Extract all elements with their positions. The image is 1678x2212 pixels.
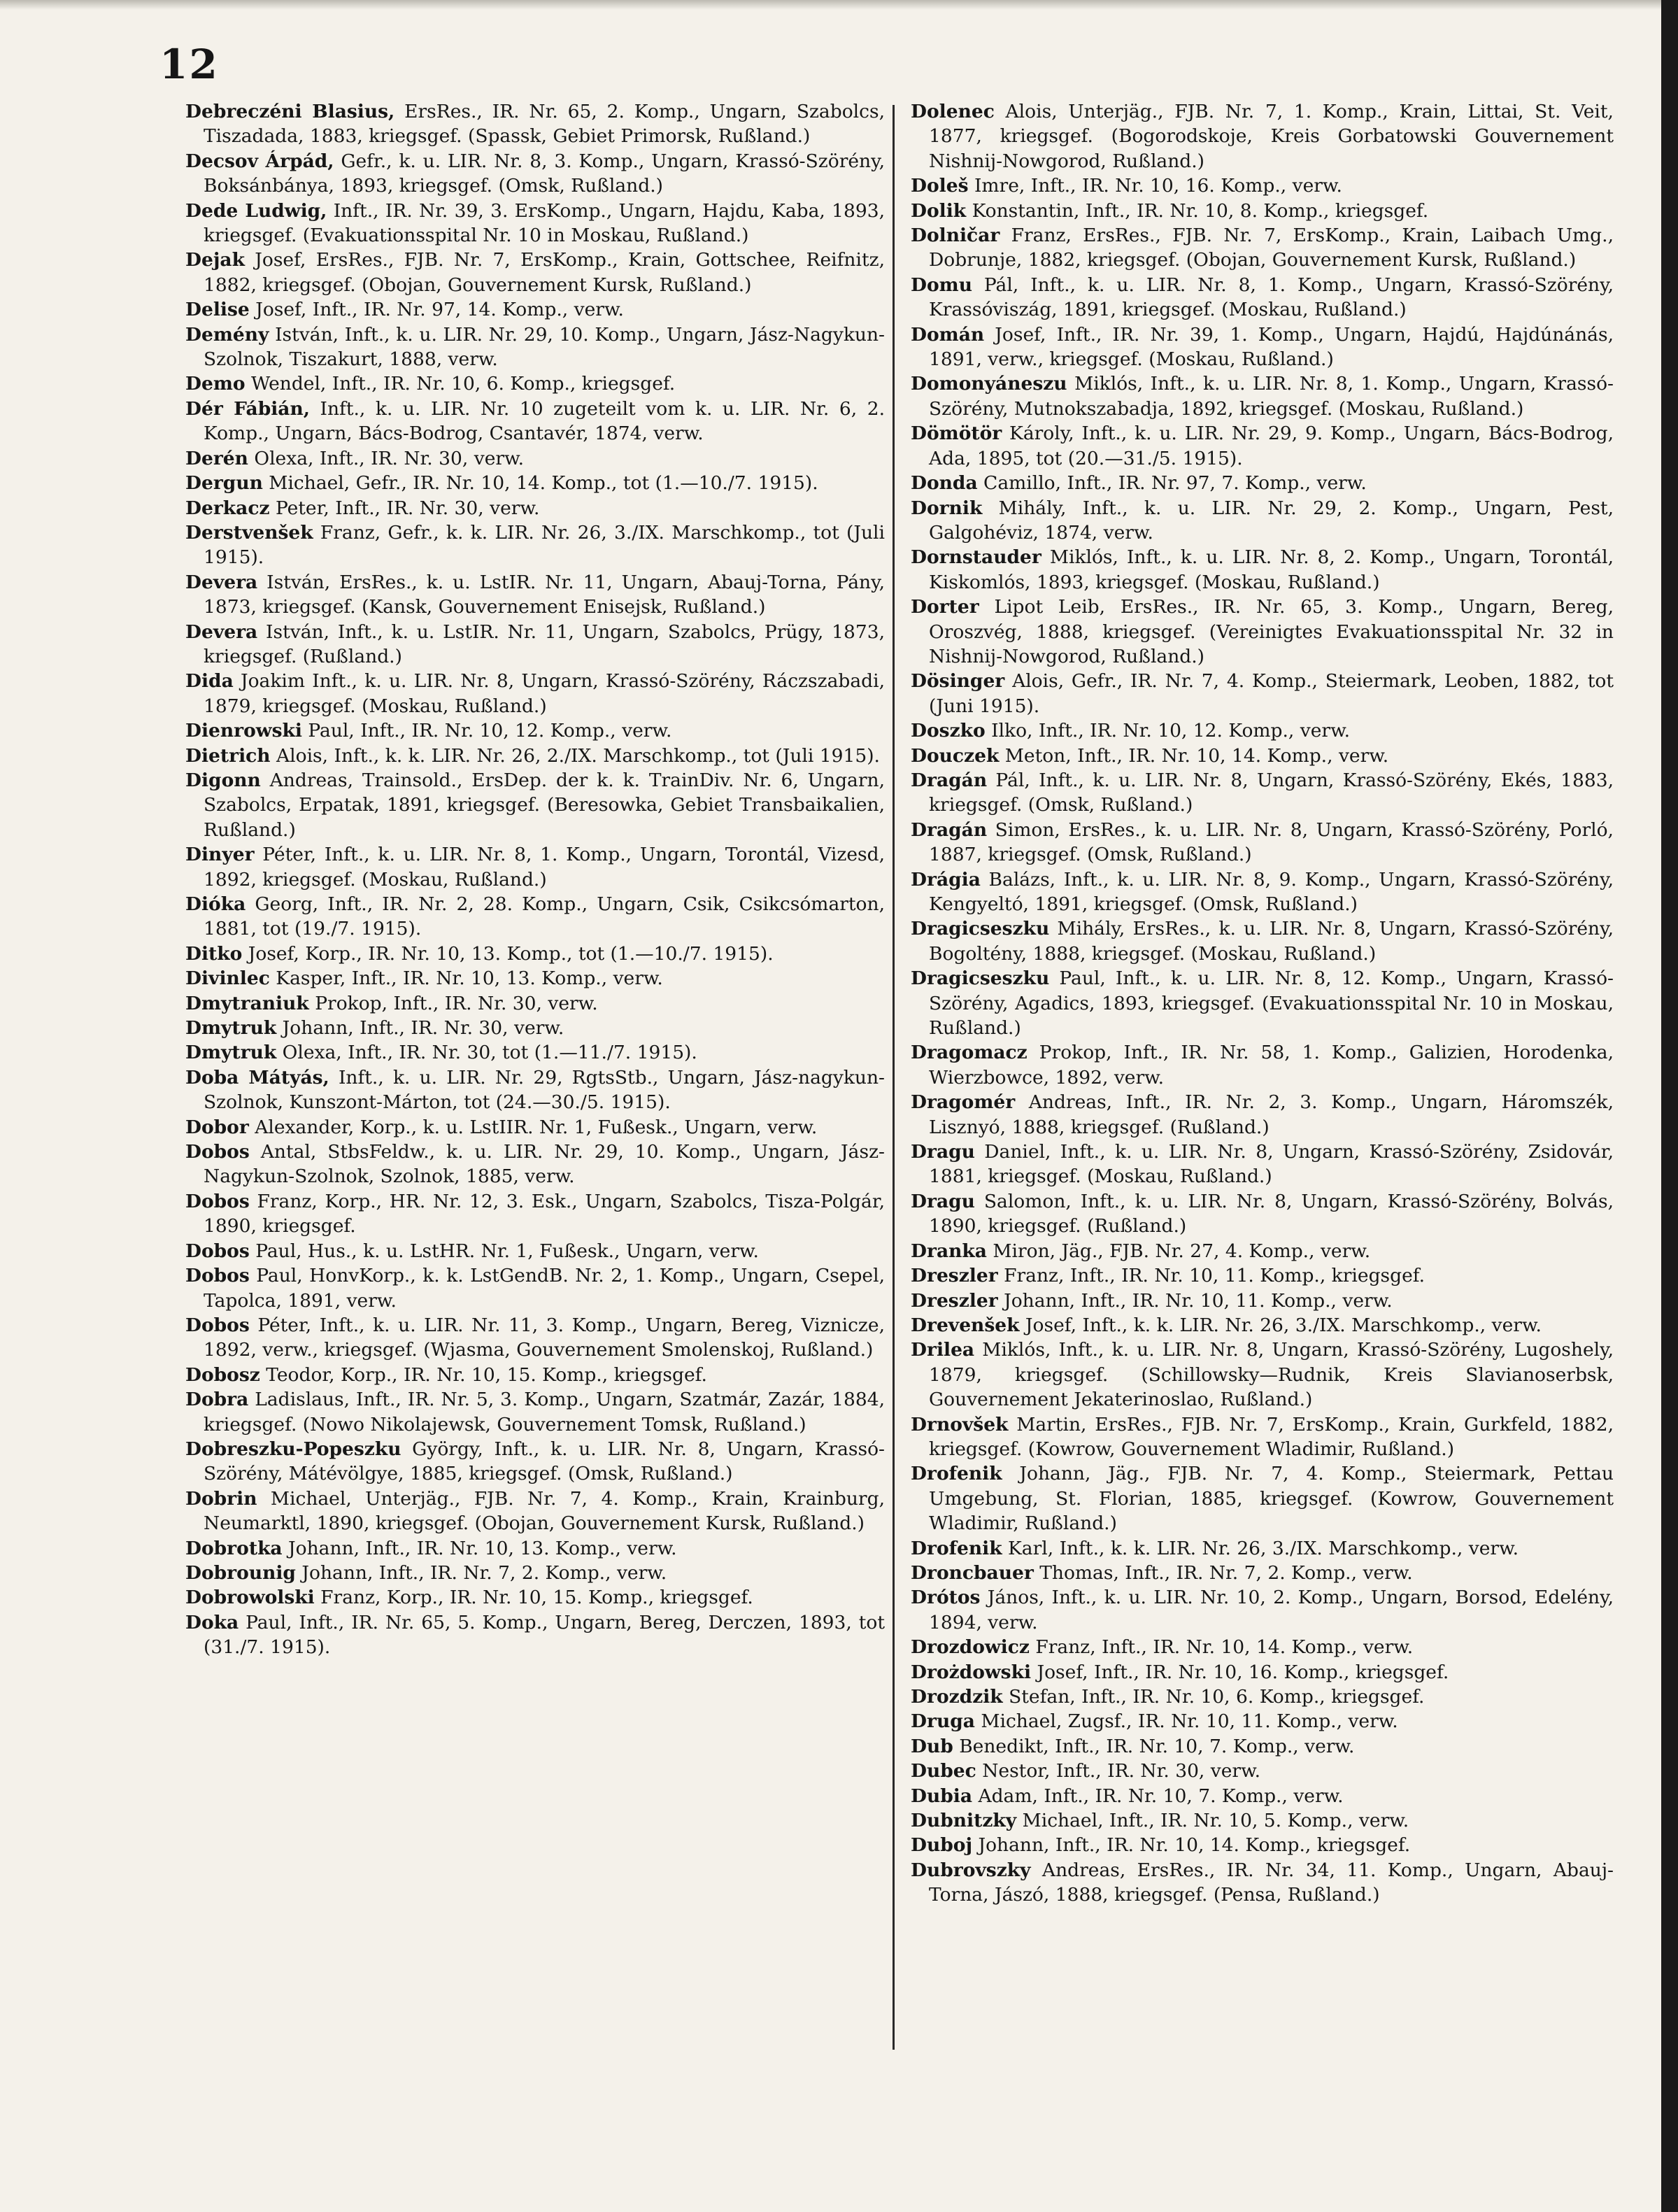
left-column <box>185 99 885 2184</box>
entry-details: Johann, Jäg., FJB. Nr. 7, 4. Komp., Steiermark, Pettau Umgebung, St. Florian, 1885, kriegsgef. (Kowrow, Gouvernement Wladimir, Rußland.) <box>929 1463 1614 1535</box>
list-entry <box>911 1040 1614 1090</box>
entry-name: Drótos <box>911 1587 981 1609</box>
list-entry <box>185 1016 885 1040</box>
entry-name: Doleš <box>911 175 969 197</box>
list-entry <box>911 1338 1614 1412</box>
entry-details: Josef, Inft., k. k. LIR. Nr. 26, 3./IX. Marschkomp., verw. <box>1019 1314 1542 1336</box>
list-entry <box>911 1635 1614 1659</box>
entry-details: Ladislaus, Inft., IR. Nr. 5, 3. Komp., Ungarn, Szatmár, Zazár, 1884, kriegsgef. (Nowo Nikolajewsk, Gouvernement Tomsk, Rußland.) <box>204 1389 885 1435</box>
entry-name: Derkacz <box>185 497 270 519</box>
scan-edge <box>1661 0 1678 2212</box>
list-entry <box>185 1363 885 1387</box>
entry-name: Dömötör <box>911 423 1002 445</box>
list-entry <box>911 496 1614 546</box>
entry-name: Dragán <box>911 818 988 841</box>
entry-name: Dragomér <box>911 1091 1016 1114</box>
entry-name: Duboj <box>911 1834 973 1857</box>
entry-details: Johann, Inft., IR. Nr. 7, 2. Komp., verw. <box>295 1561 667 1584</box>
entry-name: Drożdowski <box>911 1661 1032 1683</box>
list-entry <box>911 99 1614 173</box>
entry-details: Meton, Inft., IR. Nr. 10, 14. Komp., verw. <box>999 744 1389 767</box>
entry-name: Drozdzik <box>911 1686 1003 1708</box>
entry-name: Dede Ludwig, <box>185 199 327 222</box>
entry-details: Johann, Inft., IR. Nr. 10, 14. Komp., kriegsgef. <box>972 1834 1411 1857</box>
list-entry <box>185 471 885 495</box>
entry-details: István, Inft., k. u. LIR. Nr. 29, 10. Komp., Ungarn, Jász-Nagykun-Szolnok, Tiszakurt, 1888, verw. <box>204 323 885 371</box>
entry-name: Decsov Árpád, <box>185 150 334 172</box>
entry-details: Andreas, Inft., IR. Nr. 2, 3. Komp., Ungarn, Háromszék, Lisznyó, 1888, kriegsgef. (Rußland.) <box>929 1091 1614 1138</box>
entry-name: Dmytruk <box>185 1042 277 1064</box>
list-entry <box>911 322 1614 372</box>
list-entry <box>185 520 885 570</box>
entry-name: Dubnitzky <box>911 1810 1017 1832</box>
list-entry <box>185 199 885 248</box>
entry-details: Michael, Inft., IR. Nr. 10, 5. Komp., verw. <box>1016 1810 1409 1832</box>
entry-name: Dreszler <box>911 1289 998 1312</box>
entry-details: Josef, Inft., IR. Nr. 97, 14. Komp., verw. <box>249 299 624 321</box>
list-entry <box>185 1387 885 1437</box>
entry-name: Dobos <box>185 1314 250 1336</box>
entry-name: Domán <box>911 323 985 346</box>
entry-name: Doka <box>185 1611 239 1633</box>
entry-details: Michael, Unterjäg., FJB. Nr. 7, 4. Komp., Krain, Krainburg, Neumarktl, 1890, kriegsgef. (Obojan, Gouvernement Kursk, Rußland.) <box>204 1487 885 1535</box>
entry-details: Franz, ErsRes., FJB. Nr. 7, ErsKomp., Krain, Laibach Umg., Dobrunje, 1882, kriegsgef. (Obojan, Gouvernement Kursk, Rußland.) <box>929 225 1614 271</box>
entry-name: Dragicseszku <box>911 918 1050 940</box>
list-entry <box>185 1610 885 1660</box>
list-entry <box>185 1189 885 1239</box>
entry-details: Simon, ErsRes., k. u. LIR. Nr. 8, Ungarn, Krassó-Szörény, Porló, 1887, kriegsgef. (Omsk, Rußland.) <box>929 818 1614 866</box>
entry-name: Dobos <box>185 1240 250 1262</box>
list-entry <box>911 1585 1614 1635</box>
entry-name: Demény <box>185 323 269 346</box>
entry-details: Camillo, Inft., IR. Nr. 97, 7. Komp., verw. <box>977 472 1367 495</box>
entry-details: Andreas, ErsRes., IR. Nr. 34, 11. Komp., Ungarn, Abauj-Torna, Jászó, 1888, kriegsgef. (Pensa, Rußland.) <box>929 1859 1614 1906</box>
entry-details: Paul, Inft., k. u. LIR. Nr. 8, 12. Komp., Ungarn, Krassó-Szörény, Agadics, 1893, kriegsgef. (Evakuationsspital Nr. 10 in Moskau, Rußland.) <box>929 967 1614 1040</box>
entry-details: Lipot Leib, ErsRes., IR. Nr. 65, 3. Komp., Ungarn, Bereg, Oroszvég, 1888, kriegsgef. (Vereinigtes Evakuationsspital Nr. 32 in Nishnij-Nowgorod, Rußland.) <box>929 596 1614 667</box>
entry-name: Dobos <box>185 1141 250 1163</box>
entry-name: Dub <box>911 1735 953 1757</box>
entry-name: Dornstauder <box>911 546 1041 569</box>
entry-details: Stefan, Inft., IR. Nr. 10, 6. Komp., kriegsgef. <box>1002 1686 1425 1708</box>
list-entry <box>911 1734 1614 1759</box>
entry-name: Digonn <box>185 769 261 791</box>
list-entry <box>911 718 1614 743</box>
entry-name: Ditko <box>185 942 243 965</box>
entry-details: Gefr., k. u. LIR. Nr. 8, 3. Komp., Ungarn, Krassó-Szörény, Boksánbánya, 1893, kriegsgef. (Omsk, Rußland.) <box>204 150 885 197</box>
list-entry <box>911 1709 1614 1734</box>
entry-details: Balázs, Inft., k. u. LIR. Nr. 8, 9. Komp., Ungarn, Krassó-Szörény, Kengyeltó, 1891, kriegsgef. (Omsk, Rußland.) <box>929 868 1614 915</box>
list-entry <box>911 1536 1614 1561</box>
entry-name: Demo <box>185 373 246 395</box>
entry-details: Benedikt, Inft., IR. Nr. 10, 7. Komp., verw. <box>953 1735 1355 1757</box>
list-entry <box>185 1487 885 1536</box>
list-entry <box>911 1660 1614 1685</box>
entry-details: Miklós, Inft., k. u. LIR. Nr. 8, 1. Komp., Ungarn, Krassó-Szörény, Mutnokszabadja, 1892, kriegsgef. (Moskau, Rußland.) <box>929 373 1614 420</box>
list-entry <box>185 842 885 892</box>
list-entry <box>185 942 885 966</box>
entry-name: Donda <box>911 472 978 495</box>
entry-name: Dobrin <box>185 1487 257 1510</box>
entry-name: Dragomacz <box>911 1042 1028 1064</box>
list-entry <box>911 1685 1614 1709</box>
entry-name: Dubia <box>911 1785 973 1807</box>
list-entry <box>911 1189 1614 1239</box>
list-entry <box>911 371 1614 421</box>
list-entry <box>911 1289 1614 1313</box>
list-entry <box>185 744 885 768</box>
entry-name: Dergun <box>185 472 263 495</box>
entry-name: Dragu <box>911 1190 975 1212</box>
entry-details: Kasper, Inft., IR. Nr. 10, 13. Komp., verw. <box>269 967 663 990</box>
entry-details: Johann, Inft., IR. Nr. 10, 11. Komp., verw. <box>997 1289 1393 1312</box>
entry-details: Miron, Jäg., FJB. Nr. 27, 4. Komp., verw. <box>986 1240 1371 1262</box>
list-entry <box>911 768 1614 818</box>
entry-details: Adam, Inft., IR. Nr. 10, 7. Komp., verw. <box>972 1785 1344 1807</box>
entry-details: Franz, Inft., IR. Nr. 10, 11. Komp., kriegsgef. <box>997 1265 1425 1287</box>
entry-details: Peter, Inft., IR. Nr. 30, verw. <box>269 497 540 519</box>
entry-name: Dejak <box>185 249 245 271</box>
list-entry <box>911 199 1614 223</box>
column-divider <box>893 105 895 2050</box>
entry-name: Dienrowski <box>185 720 302 742</box>
list-entry <box>185 446 885 471</box>
entry-name: Dragán <box>911 769 988 791</box>
list-entry <box>911 916 1614 966</box>
entry-name: Dietrich <box>185 744 271 767</box>
entry-name: Dmytraniuk <box>185 992 309 1014</box>
entry-name: Divinlec <box>185 967 270 990</box>
entry-details: Karl, Inft., k. k. LIR. Nr. 26, 3./IX. Marschkomp., verw. <box>1002 1537 1519 1559</box>
entry-details: Inft., IR. Nr. 39, 3. ErsKomp., Ungarn, Hajdu, Kaba, 1893, kriegsgef. (Evakuationsspital Nr. 10 in Moskau, Rußland.) <box>204 199 885 247</box>
list-entry <box>911 744 1614 768</box>
entry-details: Daniel, Inft., k. u. LIR. Nr. 8, Ungarn, Krassó-Szörény, Zsidovár, 1881, kriegsgef. (Moskau, Rußland.) <box>929 1141 1614 1188</box>
list-entry <box>185 149 885 199</box>
list-entry <box>185 1263 885 1313</box>
entry-name: Dösinger <box>911 670 1005 693</box>
entry-name: Domu <box>911 274 972 296</box>
list-entry <box>911 818 1614 867</box>
entry-name: Debreczéni Blasius, <box>185 101 395 122</box>
entry-name: Dobrotka <box>185 1537 283 1559</box>
entry-details: Michael, Zugsf., IR. Nr. 10, 11. Komp., verw. <box>974 1710 1398 1733</box>
entry-name: Dinyer <box>185 844 255 866</box>
entry-name: Douczek <box>911 744 1000 767</box>
list-entry <box>911 867 1614 917</box>
list-entry <box>185 297 885 322</box>
list-entry <box>185 1437 885 1487</box>
entry-name: Dobos <box>185 1265 250 1287</box>
entry-details: Paul, Hus., k. u. LstHR. Nr. 1, Fußesk., Ungarn, verw. <box>249 1240 759 1262</box>
list-entry <box>185 1536 885 1561</box>
list-entry <box>185 1561 885 1585</box>
list-entry <box>911 1412 1614 1462</box>
entry-details: Miklós, Inft., k. u. LIR. Nr. 8, 2. Komp., Ungarn, Torontál, Kiskomlós, 1893, kriegsgef. (Moskau, Rußland.) <box>929 546 1614 593</box>
list-entry <box>911 1833 1614 1857</box>
entry-details: Paul, HonvKorp., k. k. LstGendB. Nr. 2, 1. Komp., Ungarn, Csepel, Tapolca, 1891, verw. <box>204 1265 885 1312</box>
entry-details: Konstantin, Inft., IR. Nr. 10, 8. Komp., kriegsgef. <box>966 199 1429 222</box>
entry-name: Doszko <box>911 720 986 742</box>
entry-details: János, Inft., k. u. LIR. Nr. 10, 2. Komp., Ungarn, Borsod, Edelény, 1894, verw. <box>929 1587 1614 1633</box>
scan-top-shadow <box>0 0 1678 10</box>
list-entry <box>911 1808 1614 1833</box>
entry-name: Drnovšek <box>911 1413 1009 1435</box>
entry-name: Dolničar <box>911 225 1000 247</box>
entry-name: Dmytruk <box>185 1017 277 1040</box>
entry-name: Drozdowicz <box>911 1636 1030 1659</box>
entry-details: Josef, Inft., IR. Nr. 10, 16. Komp., kriegsgef. <box>1031 1661 1449 1683</box>
entry-details: István, Inft., k. u. LstIR. Nr. 11, Ungarn, Szabolcs, Prügy, 1873, kriegsgef. (Rußland.) <box>204 621 885 667</box>
list-entry <box>185 620 885 669</box>
list-entry <box>185 991 885 1016</box>
list-entry <box>911 223 1614 273</box>
entry-details: Paul, Inft., IR. Nr. 65, 5. Komp., Ungarn, Bereg, Derczen, 1893, tot (31./7. 1915). <box>204 1611 885 1659</box>
entry-name: Drágia <box>911 868 981 891</box>
list-entry <box>911 1313 1614 1338</box>
entry-details: Teodor, Korp., IR. Nr. 10, 15. Komp., kriegsgef. <box>259 1363 707 1386</box>
list-entry <box>185 669 885 718</box>
entry-name: Dobrounig <box>185 1561 296 1584</box>
entry-details: Franz, Gefr., k. k. LIR. Nr. 26, 3./IX. Marschkomp., tot (Juli 1915). <box>204 521 885 569</box>
entry-details: Mihály, ErsRes., k. u. LIR. Nr. 8, Ungarn, Krassó-Szörény, Bogoltény, 1888, kriegsgef. (Moskau, Rußland.) <box>929 918 1614 965</box>
entry-name: Dolik <box>911 199 967 222</box>
list-entry <box>185 1065 885 1115</box>
list-entry <box>185 966 885 991</box>
entry-details: Nestor, Inft., IR. Nr. 30, verw. <box>976 1760 1261 1782</box>
entry-details: István, ErsRes., k. u. LstIR. Nr. 11, Ungarn, Abauj-Torna, Pány, 1873, kriegsgef. (Kansk, Gouvernement Enisejsk, Rußland.) <box>204 571 885 618</box>
entry-name: Doba Mátyás, <box>185 1066 329 1089</box>
list-entry <box>911 1461 1614 1536</box>
entry-name: Dragu <box>911 1141 975 1163</box>
entry-name: Dragicseszku <box>911 967 1050 990</box>
entry-details: Inft., k. u. LIR. Nr. 10 zugeteilt vom k. u. LIR. Nr. 6, 2. Komp., Ungarn, Bács-Bodrog, Csantavér, 1874, verw. <box>204 397 885 445</box>
page-number: 12 <box>159 41 219 88</box>
list-entry <box>911 545 1614 595</box>
entry-name: Droncbauer <box>911 1561 1034 1584</box>
list-entry <box>911 1263 1614 1288</box>
entry-name: Derstvenšek <box>185 521 313 544</box>
entry-details: Josef, Inft., IR. Nr. 39, 1. Komp., Ungarn, Hajdú, Hajdúnánás, 1891, verw., kriegsgef. (Moskau, Rußland.) <box>929 323 1614 371</box>
entry-name: Dobrowolski <box>185 1587 315 1609</box>
entry-details: Miklós, Inft., k. u. LIR. Nr. 8, Ungarn, Krassó-Szörény, Lugoshely, 1879, kriegsgef. (Schillowsky—Rudnik, Kreis Slavianoserbsk, Gouvernement Jekaterinoslao, Rußland.) <box>929 1339 1614 1411</box>
entry-details: Joakim Inft., k. u. LIR. Nr. 8, Ungarn, Krassó-Szörény, Ráczszabadi, 1879, kriegsgef. (Moskau, Rußland.) <box>204 670 885 717</box>
entry-details: Ilko, Inft., IR. Nr. 10, 12. Komp., verw. <box>985 720 1351 742</box>
entry-name: Dubrovszky <box>911 1859 1031 1881</box>
list-entry <box>911 421 1614 471</box>
entry-name: Dornik <box>911 497 983 519</box>
list-entry <box>911 1858 1614 1908</box>
entry-name: Devera <box>185 571 258 593</box>
list-entry <box>185 99 885 149</box>
entry-details: Josef, ErsRes., FJB. Nr. 7, ErsKomp., Krain, Gottschee, Reifnitz, 1882, kriegsgef. (Obojan, Gouvernement Kursk, Rußland.) <box>204 249 885 296</box>
entry-details: Olexa, Inft., IR. Nr. 30, tot (1.—11./7. 1915). <box>276 1042 697 1064</box>
list-entry <box>185 1040 885 1065</box>
entry-details: Antal, StbsFeldw., k. u. LIR. Nr. 29, 10. Komp., Ungarn, Jász-Nagykun-Szolnok, Szolnok, 1885, verw. <box>204 1141 885 1188</box>
entry-details: Franz, Inft., IR. Nr. 10, 14. Komp., verw. <box>1029 1636 1414 1659</box>
list-entry <box>185 1140 885 1189</box>
entry-details: Imre, Inft., IR. Nr. 10, 16. Komp., verw. <box>968 175 1342 197</box>
entry-details: Alois, Unterjäg., FJB. Nr. 7, 1. Komp., Krain, Littai, St. Veit, 1877, kriegsgef. (Bogorodskoje, Kreis Gorbatowski Gouvernement Nishnij-Nowgorod, Rußland.) <box>929 101 1614 172</box>
entry-details: Franz, Korp., HR. Nr. 12, 3. Esk., Ungarn, Szabolcs, Tisza-Polgár, 1890, kriegsgef. <box>204 1190 885 1238</box>
list-entry <box>911 273 1614 322</box>
entry-details: Michael, Gefr., IR. Nr. 10, 14. Komp., tot (1.—10./7. 1915). <box>262 472 818 495</box>
list-entry <box>185 322 885 372</box>
entry-name: Dreszler <box>911 1265 998 1287</box>
entry-details: Alois, Inft., k. k. LIR. Nr. 26, 2./IX. Marschkomp., tot (Juli 1915). <box>270 744 880 767</box>
entry-name: Dobra <box>185 1389 249 1411</box>
entry-details: Wendel, Inft., IR. Nr. 10, 6. Komp., kriegsgef. <box>245 373 676 395</box>
entry-details: Johann, Inft., IR. Nr. 30, verw. <box>276 1017 564 1040</box>
list-entry <box>185 397 885 446</box>
entry-details: Károly, Inft., k. u. LIR. Nr. 29, 9. Komp., Ungarn, Bács-Bodrog, Ada, 1895, tot (20.—31./5. 1915). <box>929 423 1614 469</box>
entry-name: Devera <box>185 621 258 643</box>
entry-name: Dubec <box>911 1760 976 1782</box>
entry-details: Pál, Inft., k. u. LIR. Nr. 8, Ungarn, Krassó-Szörény, Ekés, 1883, kriegsgef. (Omsk, Rußland.) <box>929 769 1614 816</box>
entry-name: Dobor <box>185 1116 249 1138</box>
entry-name: Druga <box>911 1710 975 1733</box>
list-entry <box>185 496 885 520</box>
list-entry <box>185 1239 885 1263</box>
entry-details: Franz, Korp., IR. Nr. 10, 15. Komp., kriegsgef. <box>314 1587 753 1609</box>
list-entry <box>185 1313 885 1363</box>
entry-details: Inft., k. u. LIR. Nr. 29, RgtsStb., Ungarn, Jász-nagykun-Szolnok, Kunszont-Márton, tot (24.—30./5. 1915). <box>204 1066 885 1114</box>
list-entry <box>911 471 1614 495</box>
entry-details: Prokop, Inft., IR. Nr. 58, 1. Komp., Galizien, Horodenka, Wierzbowce, 1892, verw. <box>929 1042 1614 1089</box>
list-entry <box>911 173 1614 198</box>
entry-details: ErsRes., IR. Nr. 65, 2. Komp., Ungarn, Szabolcs, Tiszadada, 1883, kriegsgef. (Spassk, Gebiet Primorsk, Rußland.) <box>204 101 885 148</box>
list-entry <box>185 718 885 743</box>
entry-details: Mihály, Inft., k. u. LIR. Nr. 29, 2. Komp., Ungarn, Pest, Galgohéviz, 1874, verw. <box>929 497 1614 544</box>
list-entry <box>911 966 1614 1040</box>
entry-details: Alois, Gefr., IR. Nr. 7, 4. Komp., Steiermark, Leoben, 1882, tot (Juni 1915). <box>929 670 1614 717</box>
entry-name: Dobosz <box>185 1363 260 1386</box>
list-entry <box>185 248 885 297</box>
entry-name: Domonyáneszu <box>911 373 1067 395</box>
entry-details: Paul, Inft., IR. Nr. 10, 12. Komp., verw. <box>301 720 672 742</box>
entry-details: Pál, Inft., k. u. LIR. Nr. 8, 1. Komp., Ungarn, Krassó-Szörény, Krassóviszág, 1891, kriegsgef. (Moskau, Rußland.) <box>929 274 1614 321</box>
entry-name: Dobos <box>185 1190 250 1212</box>
entry-details: Prokop, Inft., IR. Nr. 30, verw. <box>308 992 598 1014</box>
list-entry <box>185 768 885 842</box>
right-column <box>911 99 1614 2184</box>
entry-name: Dranka <box>911 1240 987 1262</box>
entry-name: Derén <box>185 447 248 469</box>
entry-details: Péter, Inft., k. u. LIR. Nr. 8, 1. Komp., Ungarn, Torontál, Vizesd, 1892, kriegsgef. (Moskau, Rußland.) <box>204 844 885 891</box>
list-entry <box>911 1759 1614 1783</box>
entry-details: Andreas, Trainsold., ErsDep. der k. k. TrainDiv. Nr. 6, Ungarn, Szabolcs, Erpatak, 1891, kriegsgef. (Beresowka, Gebiet Transbaikalien, Rußland.) <box>204 769 885 841</box>
entry-name: Dióka <box>185 893 246 915</box>
entry-name: Drofenik <box>911 1463 1002 1485</box>
entry-details: Martin, ErsRes., FJB. Nr. 7, ErsKomp., Krain, Gurkfeld, 1882, kriegsgef. (Kowrow, Gouvernement Wladimir, Rußland.) <box>929 1413 1614 1460</box>
list-entry <box>185 371 885 396</box>
entry-name: Dobreszku-Popeszku <box>185 1438 401 1460</box>
entry-details: Péter, Inft., k. u. LIR. Nr. 11, 3. Komp., Ungarn, Bereg, Viznicze, 1892, verw., kriegsgef. (Wjasma, Gouvernement Smolenskoj, Rußland.) <box>204 1314 885 1361</box>
list-entry <box>185 892 885 942</box>
entry-name: Delise <box>185 299 250 321</box>
entry-details: Olexa, Inft., IR. Nr. 30, verw. <box>248 447 525 469</box>
list-entry <box>911 1090 1614 1140</box>
entry-details: Johann, Inft., IR. Nr. 10, 13. Komp., verw. <box>282 1537 677 1559</box>
list-entry <box>911 1561 1614 1585</box>
entry-details: Salomon, Inft., k. u. LIR. Nr. 8, Ungarn, Krassó-Szörény, Bolvás, 1890, kriegsgef. (Rußland.) <box>929 1190 1614 1238</box>
list-entry <box>185 1115 885 1140</box>
list-entry <box>185 570 885 620</box>
entry-name: Dolenec <box>911 101 995 122</box>
entry-name: Dorter <box>911 596 979 618</box>
entry-details: Thomas, Inft., IR. Nr. 7, 2. Komp., verw. <box>1033 1561 1413 1584</box>
entry-details: Josef, Korp., IR. Nr. 10, 13. Komp., tot (1.—10./7. 1915). <box>242 942 774 965</box>
list-entry <box>911 669 1614 718</box>
list-entry <box>185 1585 885 1610</box>
entry-details: Alexander, Korp., k. u. LstIIR. Nr. 1, Fußesk., Ungarn, verw. <box>248 1116 818 1138</box>
list-entry <box>911 1140 1614 1189</box>
list-entry <box>911 595 1614 669</box>
entry-name: Drilea <box>911 1339 975 1361</box>
entry-details: Georg, Inft., IR. Nr. 2, 28. Komp., Ungarn, Csik, Csikcsómarton, 1881, tot (19./7. 1915). <box>204 893 885 940</box>
list-entry <box>911 1239 1614 1263</box>
entry-name: Drevenšek <box>911 1314 1020 1336</box>
entry-name: Dida <box>185 670 234 693</box>
entry-name: Drofenik <box>911 1537 1002 1559</box>
entry-details: György, Inft., k. u. LIR. Nr. 8, Ungarn, Krassó-Szörény, Mátévölgye, 1885, kriegsgef. (Omsk, Rußland.) <box>204 1438 885 1485</box>
list-entry <box>911 1784 1614 1808</box>
entry-name: Dér Fábián, <box>185 397 310 420</box>
